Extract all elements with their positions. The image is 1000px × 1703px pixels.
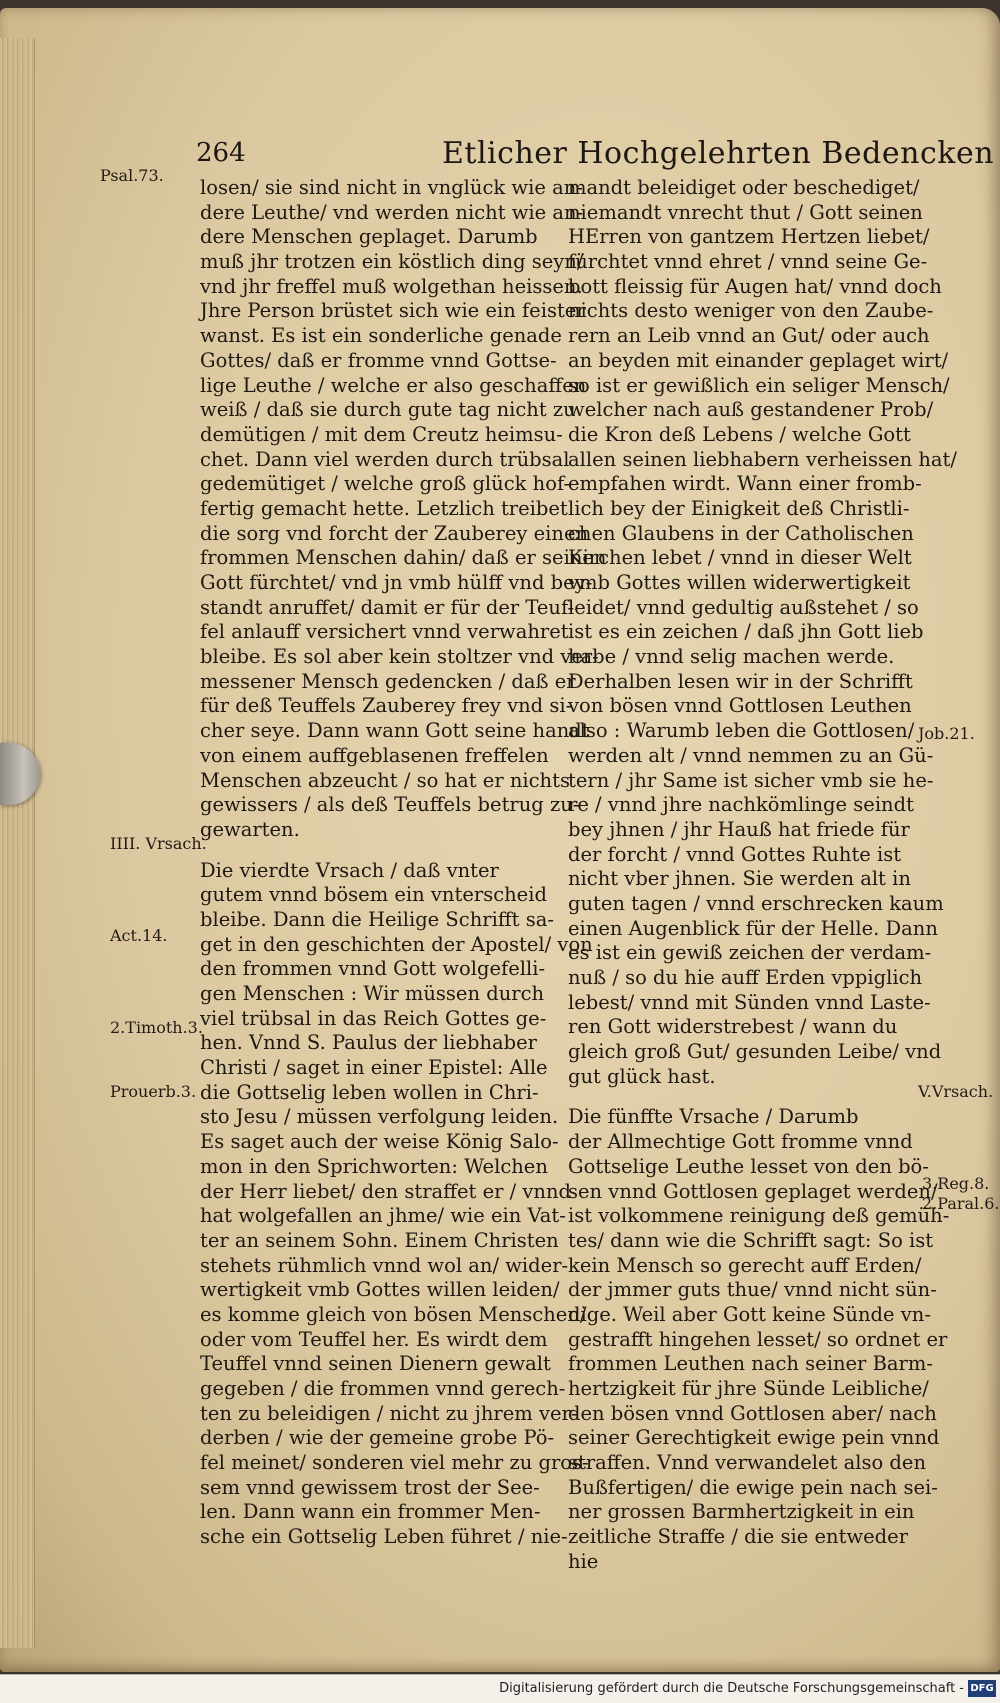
text-line: viel trübsal in das Reich Gottes ge- [200,1006,547,1030]
text-line: werden alt / vnnd nemmen zu an Gü- [568,743,934,767]
text-line: lich bey der Einigkeit deß Christli- [568,496,910,520]
text-line: sem vnnd gewissem trost der See- [200,1475,540,1499]
text-line: tern / jhr Same ist sicher vmb sie he- [568,768,934,792]
text-line: dige. Weil aber Gott keine Sünde vn- [568,1302,931,1326]
text-line: gegeben / die frommen vnnd gerech- [200,1377,566,1400]
text-line: bleibe. Dann die Heilige Schrifft sa- [200,907,554,931]
text-line: gen Menschen : Wir müssen durch [200,982,545,1005]
text-line: an beyden mit einander geplaget wirt/ [568,348,949,372]
text-line: Jhre Person brüstet sich wie ein feister [200,299,586,323]
text-line: hat wolgefallen an jhme/ wie ein Vat- [200,1204,566,1228]
text-line: dere Leuthe/ vnd werden nicht wie an- [200,200,584,224]
text-line: bey jhnen / jhr Hauß hat friede für [568,817,910,841]
margin-note-iiii-ursach: IIII. Vrsach. [110,834,207,853]
text-line: rern an Leib vnnd an Gut/ oder auch [568,324,930,348]
text-line: für deß Teuffels Zauberey frey vnd si- [200,694,573,718]
text-line: nuß / so du hie auff Erden vppiglich [568,966,923,989]
text-line: von bösen vnnd Gottlosen Leuthen [568,694,912,718]
margin-note-timoth: 2.Timoth.3. [110,1018,203,1037]
text-line: mon in den Sprichworten: Welchen [200,1154,548,1178]
text-line: der forcht / vnnd Gottes Ruhte ist [568,842,902,866]
text-line: bott fleissig für Augen hat/ vnnd doch [568,274,942,298]
text-line: frommen Leuthen nach seiner Barm- [568,1352,933,1376]
text-line: fel meinet/ sonderen viel mehr zu gros- [200,1451,589,1475]
text-line: fürchtet vnnd ehret / vnnd seine Ge- [568,250,928,274]
text-line: standt anruffet/ damit er für der Teuf- [200,595,575,619]
text-line: lige Leuthe / welche er also geschaffen [200,373,587,397]
text-line: die sorg vnd forcht der Zauberey einen [200,521,589,545]
margin-note-job: Job.21. [918,724,975,743]
text-line: messener Mensch gedencken / daß er [200,669,576,693]
text-line: weiß / daß sie durch gute tag nicht zu [200,398,576,422]
text-line: den bösen vnnd Gottlosen aber/ nach [568,1401,937,1425]
text-line: get in den geschichten der Apostel/ von [200,932,593,956]
text-line: losen/ sie sind nicht in vnglück wie an- [200,176,583,199]
footer-bar [0,1674,1000,1703]
text-line: wanst. Es ist ein sonderliche genade [200,324,562,348]
running-title: Etlicher Hochgelehrten Bedencken [442,136,995,171]
text-line: nicht vber jhnen. Sie werden alt in [568,867,911,891]
text-line: guten tagen / vnnd erschrecken kaum [568,891,944,915]
text-line: oder vom Teuffel her. Es wirdt dem [200,1327,548,1351]
text-line: ren Gott widerstrebest / wann du [568,1015,898,1039]
text-line: den frommen vnnd Gott wolgefelli- [200,957,546,981]
text-line: der Allmechtige Gott fromme vnnd [568,1130,913,1154]
text-line: ner grossen Barmhertzigkeit in ein [568,1500,915,1524]
text-line: sche ein Gottselig Leben führet / nie- [200,1525,568,1549]
text-line: der Herr liebet/ den straffet er / vnnd [200,1179,572,1203]
page-number: 264 [196,138,246,168]
text-line: frommen Menschen dahin/ daß er seinen [200,546,607,570]
text-line: ist volkommene reinigung deß gemüh- [568,1204,950,1228]
text-line: tes/ dann wie die Schrifft sagt: So ist [568,1228,934,1252]
text-line: empfahen wirdt. Wann einer fromb- [568,472,922,496]
text-line: HErren von gantzem Hertzen liebet/ [568,225,930,249]
text-line: Derhalben lesen wir in der Schrifft [568,669,913,693]
text-line: chen Glaubens in der Catholischen [568,521,914,545]
text-line: gewissers / als deß Teuffels betrug zu- [200,793,580,817]
text-line: es komme gleich von bösen Menschen/ [200,1302,587,1326]
text-line: hertzigkeit für jhre Sünde Leibliche/ [568,1377,929,1400]
text-line: demütigen / mit dem Creutz heimsu- [200,422,563,446]
text-line: Es saget auch der weise König Salo- [200,1130,559,1154]
text-line: derben / wie der gemeine grobe Pö- [200,1426,555,1450]
text-line: vnd jhr freffel muß wolgethan heissen. [200,274,583,298]
text-line: also : Warumb leben die Gottlosen/ [568,719,915,743]
margin-note-prouerb: Prouerb.3. [110,1082,197,1101]
text-line: lebest/ vnnd mit Sünden vnnd Laste- [568,990,931,1014]
text-line: gut glück hast. [568,1064,716,1088]
text-line: die Kron deß Lebens / welche Gott [568,422,911,446]
text-line: seiner Gerechtigkeit ewige pein vnnd [568,1426,940,1450]
text-line: Die fünffte Vrsache / Darumb [568,1105,859,1129]
text-line: Gottes/ daß er fromme vnnd Gottse- [200,348,557,372]
text-line: gewarten. [200,817,300,841]
text-line: Christi / saget in einer Epistel: Alle [200,1056,548,1080]
text-line: fel anlauff versichert vnnd verwahret [200,620,569,644]
text-line: fertig gemacht hette. Letzlich treibet [200,496,568,520]
text-line: len. Dann wann ein frommer Men- [200,1500,541,1524]
text-line: mandt beleidiget oder beschediget/ [568,176,920,199]
text-line: es ist ein gewiß zeichen der verdam- [568,941,932,965]
footer-credit: Digitalisierung gefördert durch die Deutsche Forschungsgemeinschaft - [499,1681,964,1696]
text-line: gestrafft hingehen lesset/ so ordnet er [568,1327,948,1351]
text-line: ten zu beleidigen / nicht zu jhrem ver- [200,1401,578,1425]
left-text-column [200,176,607,1550]
dfg-logo: DFG [968,1680,996,1697]
text-line: ter an seinem Sohn. Einem Christen [200,1228,559,1252]
text-line: hen. Vnnd S. Paulus der liebhaber [200,1031,537,1055]
text-line: von einem auffgeblasenen freffelen [200,743,549,767]
page-edges [0,38,35,1648]
margin-note-reg: 3.Reg.8. [922,1174,990,1193]
text-line: der jmmer guts thue/ vnnd nicht sün- [568,1278,937,1302]
margin-note-paral: 2.Paral.6. [922,1194,1000,1213]
margin-note-v-ursach: V.Vrsach. [918,1082,994,1101]
text-line: Gottselige Leuthe lesset von den bö- [568,1154,929,1178]
text-line: muß jhr trotzen ein köstlich ding seyn/ [200,250,584,274]
text-line: allen seinen liebhabern verheissen hat/ [568,447,957,471]
margin-note-act: Act.14. [110,926,168,945]
text-line: dere Menschen geplaget. Darumb [200,225,538,249]
text-line: niemandt vnrecht thut / Gott seinen [568,200,923,224]
text-line: die Gottselig leben wollen in Chri- [200,1080,539,1104]
text-line: straffen. Vnnd verwandelet also den [568,1451,926,1475]
text-line: vmb Gottes willen widerwertigkeit [568,571,911,594]
text-line: Teuffel vnnd seinen Dienern gewalt [200,1352,551,1376]
text-line: sen vnnd Gottlosen geplaget werden/ [568,1179,938,1203]
text-line: Bußfertigen/ die ewige pein nach sei- [568,1475,938,1499]
text-line: Die vierdte Vrsach / daß vnter [200,858,499,882]
text-line: habe / vnnd selig machen werde. [568,645,895,669]
text-line: sto Jesu / müssen verfolgung leiden. [200,1105,559,1129]
text-line: nichts desto weniger von den Zaube- [568,299,934,323]
margin-note-psal: Psal.73. [100,166,164,185]
text-line: Kirchen lebet / vnnd in dieser Welt [568,546,912,570]
text-line: stehets rühmlich vnnd wol an/ wider- [200,1253,569,1277]
text-line: gutem vnnd bösem ein vnterscheid [200,883,547,907]
text-line: chet. Dann viel werden durch trübsal [200,447,570,471]
paragraph-gap [200,843,550,859]
text-line: gedemütiget / welche groß glück hof- [200,472,571,496]
text-line: welcher nach auß gestandener Prob/ [568,398,934,422]
text-line: Gott fürchtet/ vnd jn vmb hülff vnd bey- [200,571,593,594]
text-line: re / vnnd jhre nachkömlinge seindt [568,793,914,817]
paragraph-gap [568,1089,920,1105]
text-line: einen Augenblick für der Helle. Dann [568,916,938,940]
text-line: kein Mensch so gerecht auff Erden/ [568,1253,922,1277]
text-line: ist es ein zeichen / daß jhn Gott lieb [568,620,924,644]
text-line: wertigkeit vmb Gottes willen leiden/ [200,1278,560,1302]
text-line: so ist er gewißlich ein seliger Mensch/ [568,373,950,397]
text-line: gleich groß Gut/ gesunden Leibe/ vnd [568,1040,942,1064]
book-page [0,8,1000,1672]
text-line: hie [568,1549,599,1573]
text-line: cher seye. Dann wann Gott seine handt [200,719,590,743]
text-line: bleibe. Es sol aber kein stoltzer vnd ver- [200,645,599,669]
text-line: leidet/ vnnd gedultig außstehet / so [568,595,919,619]
text-line: zeitliche Straffe / die sie entweder [568,1525,909,1549]
text-line: Menschen abzeucht / so hat er nichts [200,768,570,792]
